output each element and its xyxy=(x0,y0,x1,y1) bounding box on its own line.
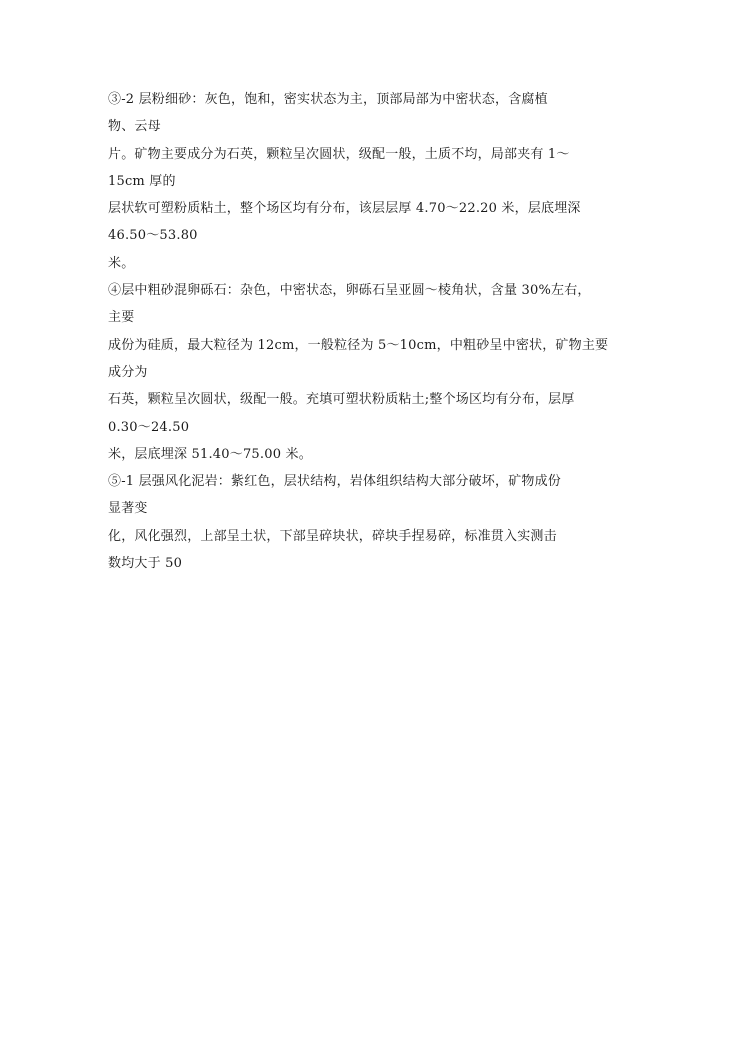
text-line: 主要 xyxy=(108,310,135,326)
text-line: 46.50～53.80 xyxy=(108,228,198,244)
text-line: 15cm 厚的 xyxy=(108,173,176,189)
text-line: 层状软可塑粉质粘土，整个场区均有分布，该层层厚 4.70～22.20 米，层底埋深 xyxy=(108,201,581,217)
text-line: 0.30～24.50 xyxy=(108,419,190,435)
body-text xyxy=(108,86,638,577)
text-line: 数均大于 50 xyxy=(108,556,183,572)
text-line: 成分为 xyxy=(108,364,148,380)
text-line: ⑤-1 层强风化泥岩：紫红色，层状结构，岩体组织结构大部分破坏，矿物成份 xyxy=(108,474,561,490)
text-line: 米。 xyxy=(108,255,135,271)
text-line: 米，层底埋深 51.40～75.00 米。 xyxy=(108,446,312,462)
text-line: ④层中粗砂混卵砾石：杂色，中密状态，卵砾石呈亚圆～棱角状，含量 30%左右， xyxy=(108,283,591,299)
text-line: 片。矿物主要成分为石英，颗粒呈次圆状，级配一般，土质不均，局部夹有 1～ xyxy=(108,146,570,162)
text-line: 化，风化强烈，上部呈土状，下部呈碎块状，碎块手捏易碎，标准贯入实测击 xyxy=(108,528,557,544)
text-line: 石英，颗粒呈次圆状，级配一般。充填可塑状粉质粘土;整个场区均有分布，层厚 xyxy=(108,392,575,408)
text-line: 物、云母 xyxy=(108,119,161,135)
text-line: 成份为硅质，最大粒径为 12cm，一般粒径为 5～10cm，中粗砂呈中密状，矿物主要 xyxy=(108,337,609,353)
text-line: ③-2 层粉细砂：灰色，饱和，密实状态为主，顶部局部为中密状态，含腐植 xyxy=(108,92,548,107)
text-line: 显著变 xyxy=(108,501,148,517)
